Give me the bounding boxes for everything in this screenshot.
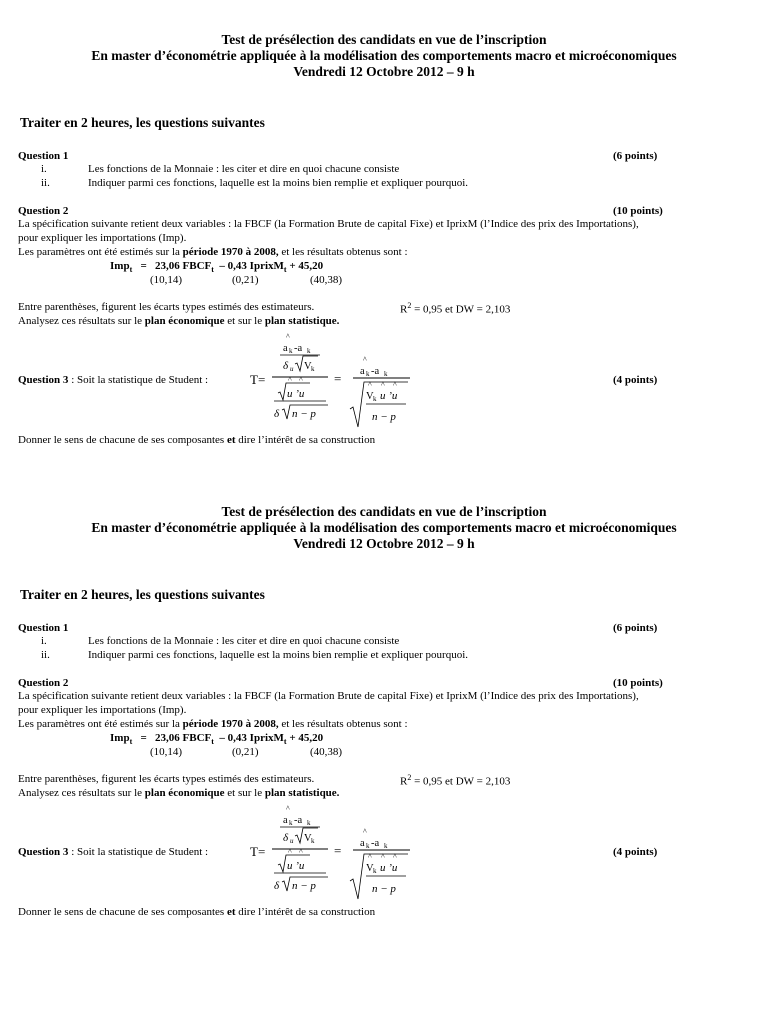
formula-a: a bbox=[360, 838, 365, 849]
spec-line-2: pour expliquer les importations (Imp). bbox=[18, 704, 187, 716]
formula-a: a bbox=[360, 366, 365, 377]
eq-const: + 45,20 bbox=[289, 732, 324, 744]
params-period: période 1970 à 2008, bbox=[182, 718, 279, 730]
closing-a: Donner le sens de chacune de ses composantes bbox=[18, 434, 227, 446]
formula-k: k bbox=[289, 347, 293, 355]
closing-b: et bbox=[226, 434, 236, 446]
params-after: et les résultats obtenus sont : bbox=[278, 246, 408, 258]
analyse-c: et sur le bbox=[224, 315, 265, 327]
question-3-text: : Soit la statistique de Student : bbox=[68, 374, 209, 386]
closing-a: Donner le sens de chacune de ses composantes bbox=[18, 906, 227, 918]
header-line-2: En master d’économétrie appliquée à la modélisation des comportements macro et microéconomiques bbox=[91, 48, 677, 63]
eq-coef1: 23,06 FBCF bbox=[155, 260, 212, 272]
instructions-heading: Traiter en 2 heures, les questions suivantes bbox=[20, 115, 265, 130]
question-1-item-num: i. bbox=[41, 635, 47, 647]
formula-uu: u ’u bbox=[380, 390, 398, 402]
params-before: Les paramètres ont été estimés sur la bbox=[18, 718, 183, 730]
estimated-equation bbox=[110, 260, 323, 274]
eq-const: + 45,20 bbox=[289, 260, 324, 272]
formula-a: a bbox=[283, 815, 288, 826]
analyse-d: plan statistique. bbox=[264, 315, 340, 327]
header-line-2: En master d’économétrie appliquée à la modélisation des comportements macro et microéconomiques bbox=[91, 520, 677, 535]
parens-note: Entre parenthèses, figurent les écarts types estimés des estimateurs. bbox=[18, 301, 315, 313]
analyse-a: Analysez ces résultats sur le bbox=[18, 787, 145, 799]
formula-uu: u ’u bbox=[380, 862, 398, 874]
formula-u: u bbox=[290, 837, 294, 845]
hat-icon: ^ bbox=[288, 847, 292, 856]
instructions-heading: Traiter en 2 heures, les questions suivantes bbox=[20, 587, 265, 602]
question-1-item: Les fonctions de la Monnaie : les citer et dire en quoi chacune consiste bbox=[88, 635, 400, 647]
r2-prefix: R bbox=[400, 775, 408, 788]
closing-c: dire l’intérêt de sa construction bbox=[235, 906, 376, 918]
question-1-item-num: ii. bbox=[41, 649, 50, 661]
fit-statistics bbox=[400, 301, 510, 316]
formula-minus-a: -a bbox=[371, 838, 380, 849]
formula-k: k bbox=[366, 842, 370, 850]
formula-minus-a: -a bbox=[294, 343, 303, 354]
hat-icon: ^ bbox=[299, 847, 303, 856]
r2-prefix: R bbox=[400, 303, 408, 316]
question-2-label: Question 2 bbox=[18, 677, 69, 689]
question-2-label: Question 2 bbox=[18, 205, 69, 217]
formula-V: V bbox=[366, 863, 374, 874]
student-t-formula bbox=[250, 803, 420, 903]
formula-T: T= bbox=[250, 372, 266, 387]
eq-lhs-sub: t bbox=[129, 737, 133, 747]
formula-delta: δ bbox=[283, 360, 289, 372]
eq-equals: = bbox=[140, 732, 147, 744]
exam-copy-2 bbox=[0, 504, 768, 976]
hat-icon: ^ bbox=[299, 375, 303, 384]
formula-k: k bbox=[289, 819, 293, 827]
student-t-formula bbox=[250, 331, 420, 431]
closing-line bbox=[18, 434, 375, 446]
r2-exp: 2 bbox=[407, 301, 412, 310]
formula-V: V bbox=[304, 361, 312, 372]
formula-equals: = bbox=[334, 371, 342, 386]
eq-sub2: t bbox=[283, 737, 287, 747]
question-1-item: Les fonctions de la Monnaie : les citer et dire en quoi chacune consiste bbox=[88, 163, 400, 175]
std-error-2: (0,21) bbox=[232, 274, 259, 286]
formula-k: k bbox=[373, 395, 377, 403]
formula-delta: δ bbox=[283, 832, 289, 844]
question-1-label: Question 1 bbox=[18, 150, 69, 162]
analyse-c: et sur le bbox=[224, 787, 265, 799]
formula-k: k bbox=[311, 365, 315, 373]
formula-delta: δ bbox=[274, 408, 280, 420]
formula-minus-a: -a bbox=[294, 815, 303, 826]
question-3-points: (4 points) bbox=[613, 846, 658, 858]
spec-line-1: La spécification suivante retient deux variables : la FBCF (la Formation Brute de capital Fixe) et IprixM (l’Indice des prix des Importations), bbox=[18, 218, 639, 230]
analyse-line bbox=[18, 315, 339, 327]
formula-k: k bbox=[384, 842, 388, 850]
formula-k: k bbox=[307, 347, 311, 355]
closing-line bbox=[18, 906, 375, 918]
formula-n-p: n − p bbox=[372, 883, 396, 895]
analyse-a: Analysez ces résultats sur le bbox=[18, 315, 145, 327]
hat-icon: ^ bbox=[381, 852, 385, 861]
params-after: et les résultats obtenus sont : bbox=[278, 718, 408, 730]
params-line bbox=[18, 718, 408, 730]
eq-coef2: – 0,43 IprixM bbox=[219, 260, 284, 272]
analyse-line bbox=[18, 787, 339, 799]
r2-exp: 2 bbox=[407, 773, 412, 782]
question-3-text: : Soit la statistique de Student : bbox=[68, 846, 209, 858]
eq-equals: = bbox=[140, 260, 147, 272]
formula-n-p: n − p bbox=[292, 880, 316, 892]
params-line bbox=[18, 246, 408, 258]
hat-icon: ^ bbox=[393, 852, 397, 861]
std-error-3: (40,38) bbox=[310, 274, 343, 286]
header-line-1: Test de présélection des candidats en vue de l’inscription bbox=[221, 504, 547, 519]
analyse-b: plan économique bbox=[144, 787, 225, 799]
std-error-2: (0,21) bbox=[232, 746, 259, 758]
hat-icon: ^ bbox=[381, 380, 385, 389]
question-1-label: Question 1 bbox=[18, 622, 69, 634]
formula-uu: u ’u bbox=[287, 860, 305, 872]
eq-sub2: t bbox=[283, 265, 287, 275]
r2-rest: = 0,95 et DW = 2,103 bbox=[411, 303, 511, 316]
formula-a: a bbox=[283, 343, 288, 354]
estimated-equation bbox=[110, 732, 323, 746]
std-error-3: (40,38) bbox=[310, 746, 343, 758]
params-before: Les paramètres ont été estimés sur la bbox=[18, 246, 183, 258]
spec-line-2: pour expliquer les importations (Imp). bbox=[18, 232, 187, 244]
header-line-3: Vendredi 12 Octobre 2012 – 9 h bbox=[293, 64, 475, 79]
std-error-1: (10,14) bbox=[150, 746, 183, 758]
formula-V: V bbox=[304, 833, 312, 844]
formula-n-p: n − p bbox=[372, 411, 396, 423]
analyse-b: plan économique bbox=[144, 315, 225, 327]
exam-copy-1 bbox=[0, 32, 768, 504]
formula-delta: δ bbox=[274, 880, 280, 892]
eq-lhs-sub: t bbox=[129, 265, 133, 275]
parens-note: Entre parenthèses, figurent les écarts types estimés des estimateurs. bbox=[18, 773, 315, 785]
question-3-label: Question 3 bbox=[18, 846, 69, 858]
formula-equals: = bbox=[334, 843, 342, 858]
question-1-item-num: ii. bbox=[41, 177, 50, 189]
formula-u: u bbox=[290, 365, 294, 373]
eq-sub1: t bbox=[211, 737, 214, 747]
question-3-label: Question 3 bbox=[18, 374, 69, 386]
fit-statistics bbox=[400, 773, 510, 788]
formula-V: V bbox=[366, 391, 374, 402]
formula-n-p: n − p bbox=[292, 408, 316, 420]
hat-icon: ^ bbox=[363, 827, 367, 836]
question-1-item-num: i. bbox=[41, 163, 47, 175]
formula-k: k bbox=[311, 837, 315, 845]
analyse-d: plan statistique. bbox=[264, 787, 340, 799]
question-1-item: Indiquer parmi ces fonctions, laquelle est la moins bien remplie et expliquer pourquoi. bbox=[88, 177, 469, 189]
params-period: période 1970 à 2008, bbox=[182, 246, 279, 258]
formula-k: k bbox=[373, 867, 377, 875]
question-2-points: (10 points) bbox=[613, 205, 663, 217]
eq-coef1: 23,06 FBCF bbox=[155, 732, 212, 744]
formula-minus-a: -a bbox=[371, 366, 380, 377]
question-1-item: Indiquer parmi ces fonctions, laquelle est la moins bien remplie et expliquer pourquoi. bbox=[88, 649, 469, 661]
formula-uu: u ’u bbox=[287, 388, 305, 400]
question-3-line bbox=[18, 846, 208, 858]
std-error-1: (10,14) bbox=[150, 274, 183, 286]
eq-sub1: t bbox=[211, 265, 214, 275]
hat-icon: ^ bbox=[286, 332, 290, 341]
question-3-points: (4 points) bbox=[613, 374, 658, 386]
formula-k: k bbox=[366, 370, 370, 378]
header-line-1: Test de présélection des candidats en vue de l’inscription bbox=[221, 32, 547, 47]
hat-icon: ^ bbox=[363, 355, 367, 364]
question-3-line bbox=[18, 374, 208, 386]
eq-lhs: Imp bbox=[110, 260, 130, 272]
r2-rest: = 0,95 et DW = 2,103 bbox=[411, 775, 511, 788]
header-line-3: Vendredi 12 Octobre 2012 – 9 h bbox=[293, 536, 475, 551]
hat-icon: ^ bbox=[393, 380, 397, 389]
formula-k: k bbox=[307, 819, 311, 827]
question-1-points: (6 points) bbox=[613, 622, 658, 634]
hat-icon: ^ bbox=[368, 380, 372, 389]
question-1-points: (6 points) bbox=[613, 150, 658, 162]
eq-coef2: – 0,43 IprixM bbox=[219, 732, 284, 744]
hat-icon: ^ bbox=[368, 852, 372, 861]
hat-icon: ^ bbox=[288, 375, 292, 384]
eq-lhs: Imp bbox=[110, 732, 130, 744]
hat-icon: ^ bbox=[286, 804, 290, 813]
formula-T: T= bbox=[250, 844, 266, 859]
spec-line-1: La spécification suivante retient deux variables : la FBCF (la Formation Brute de capital Fixe) et IprixM (l’Indice des prix des Importations), bbox=[18, 690, 639, 702]
formula-k: k bbox=[384, 370, 388, 378]
question-2-points: (10 points) bbox=[613, 677, 663, 689]
closing-b: et bbox=[226, 906, 236, 918]
closing-c: dire l’intérêt de sa construction bbox=[235, 434, 376, 446]
